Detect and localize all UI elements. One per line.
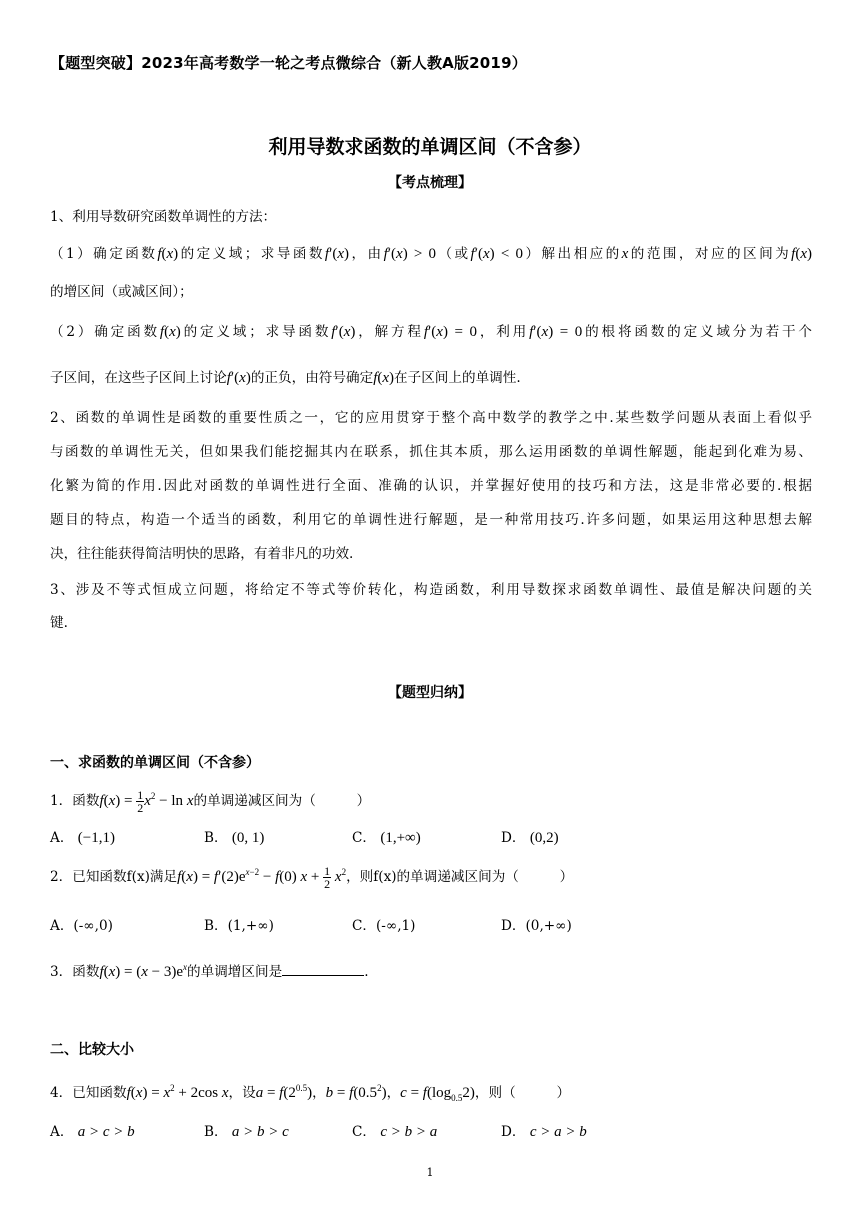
review-p3-line1: 3、涉及不等式恒成立问题，将给定不等式等价转化，构造函数，利用导数探求函数单调性、最值是解决问题的关 bbox=[50, 582, 812, 598]
question-1: 1．函数f(x) = $\frac{1}{2}$ $x^2 - \ln x$的单调递减区间为（ ） bbox=[50, 788, 371, 816]
section-heading-review: 【考点梳理】 bbox=[388, 175, 472, 191]
review-p2-line2: 与函数的单调性无关，但如果我们能挖掘其内在联系，抓住其本质，那么运用函数的单调性解题，能起到化难为易、 bbox=[50, 444, 812, 460]
review-p3-line2: 键. bbox=[50, 615, 68, 631]
question-4: 4．已知函数$f(x) = x^2 + 2\cos$ x，设$a = f(2^{0.5})$，$b = f(0.5^2)$，$c = f(\log_{0.5}2)$，则（ ） bbox=[50, 1083, 571, 1103]
answer-blank[interactable] bbox=[282, 963, 364, 976]
q2-option-b[interactable]: B．(1,+∞) bbox=[204, 918, 274, 934]
q2-option-a[interactable]: A．(-∞,0) bbox=[50, 918, 113, 934]
question-2: 2．已知函数f(x)满足$f(x) = f'(2)e^{x-2} - f(0) x$ + $\frac{1}{2}$ $x^2$，则f(x)的单调递减区间为（ ） bbox=[50, 864, 574, 892]
q4-option-b[interactable]: B． a > b > c bbox=[204, 1124, 289, 1140]
part1-title: 一、求函数的单调区间（不含参） bbox=[50, 755, 260, 771]
page-number: 1 bbox=[426, 1166, 434, 1179]
q1-option-b[interactable]: B． (0, 1) bbox=[204, 830, 265, 846]
review-p1-item2-line1: （2）确定函数f(x)的定义域；求导函数f′(x)，解方程f′(x) = 0，利用f′(x) = 0的根将函数的定义域分为若干个 bbox=[50, 324, 813, 340]
q4-option-a[interactable]: A． a > c > b bbox=[50, 1124, 135, 1140]
question-3: 3．函数$f(x) = (x - 3)e^x$的单调增区间是 . bbox=[50, 962, 369, 980]
document-header: 【题型突破】2023年高考数学一轮之考点微综合（新人教A版2019） bbox=[50, 54, 527, 72]
q2-option-c[interactable]: C．(-∞,1) bbox=[352, 918, 416, 934]
q1-option-a[interactable]: A． (−1,1) bbox=[50, 830, 115, 846]
review-p2-line3: 化繁为简的作用.因此对函数的单调性进行全面、准确的认识，并掌握好使用的技巧和方法，这是非常必要的.根据 bbox=[50, 478, 812, 494]
review-p1-title: 1、利用导数研究函数单调性的方法： bbox=[50, 209, 277, 225]
q2-option-d[interactable]: D．(0,+∞) bbox=[501, 918, 572, 934]
review-p2-line4: 题目的特点，构造一个适当的函数，利用它的单调性进行解题，是一种常用技巧.许多问题，如果运用这种思想去解 bbox=[50, 512, 812, 528]
review-p1-item1-line1: （1）确定函数f(x)的定义域；求导函数f′(x)，由f′(x) > 0（或f′(x) < 0）解出相应的x的范围，对应的区间为f(x) bbox=[50, 246, 812, 262]
part2-title: 二、比较大小 bbox=[50, 1042, 134, 1058]
review-p1-item1-line2: 的增区间（或减区间）； bbox=[50, 284, 193, 300]
section-heading-types: 【题型归纳】 bbox=[388, 685, 472, 701]
q1-option-d[interactable]: D． (0,2) bbox=[501, 830, 559, 846]
page-title: 利用导数求函数的单调区间（不含参） bbox=[268, 136, 592, 158]
q4-option-d[interactable]: D． c > a > b bbox=[501, 1124, 587, 1140]
review-p1-item2-line2: 子区间，在这些子区间上讨论f′(x)的正负，由符号确定f(x)在子区间上的单调性. bbox=[50, 370, 521, 386]
review-p2-line1: 2、函数的单调性是函数的重要性质之一，它的应用贯穿于整个高中数学的教学之中.某些数学问题从表面上看似乎 bbox=[50, 410, 812, 426]
review-p2-line5: 决，往往能获得简洁明快的思路，有着非凡的功效. bbox=[50, 546, 354, 562]
q4-option-c[interactable]: C． c > b > a bbox=[352, 1124, 438, 1140]
q1-option-c[interactable]: C． (1,+∞) bbox=[352, 830, 421, 846]
